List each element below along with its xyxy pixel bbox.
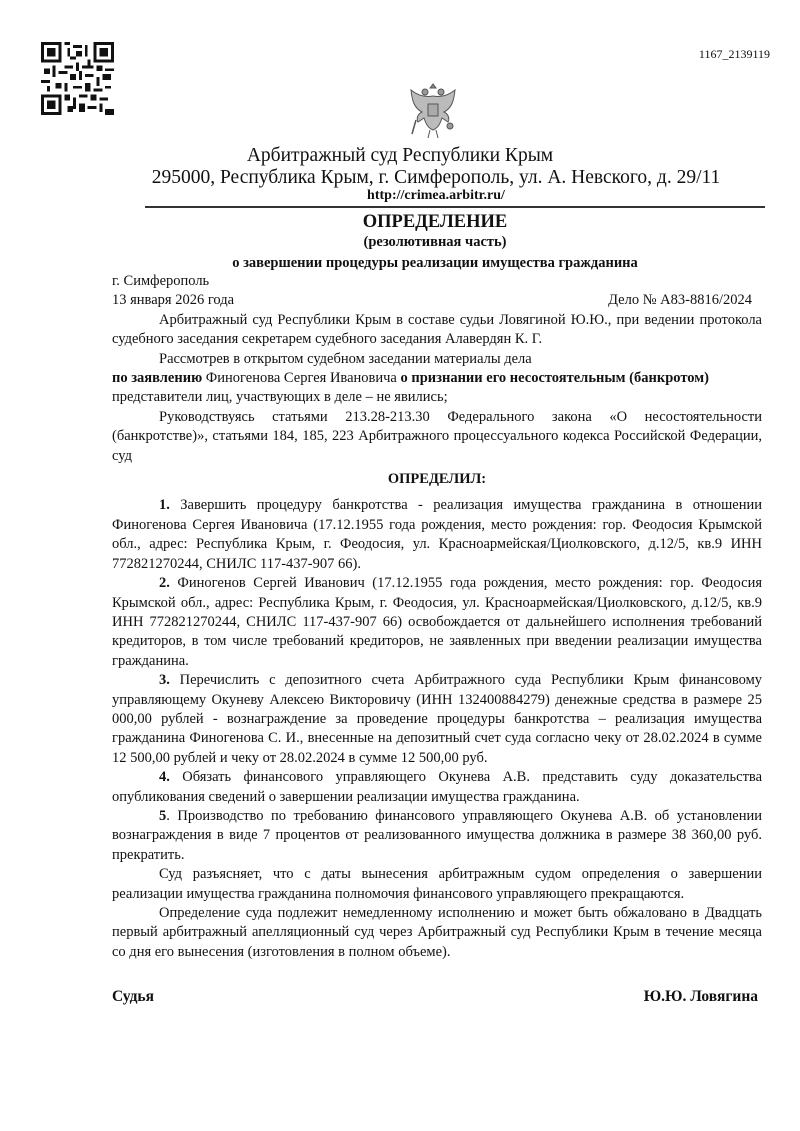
court-url-link[interactable]: http://crimea.arbitr.ru/	[367, 188, 505, 203]
document-subject: о завершении процедуры реализации имущества гражданина	[232, 255, 638, 271]
item-number: 3.	[159, 672, 170, 689]
ruling-item	[112, 574, 762, 671]
intro-bold-2: о признании его несостоятельным (банкротом)	[400, 370, 709, 387]
ruling-heading: ОПРЕДЕЛИЛ:	[387, 471, 487, 488]
item-text: . Производство по требованию финансового управляющего Окунева А.В. об установлении вознаграждения в виде 7 процентов от реализованного имущества должника в размере 38 360,00 руб. прекратить.	[112, 807, 762, 863]
document-title: ОПРЕДЕЛЕНИЕ	[362, 212, 508, 232]
ruling-item	[112, 496, 762, 574]
intro-text: Финогенова Сергея Ивановича	[202, 370, 401, 387]
court-address: 295000, Республика Крым, г. Симферополь, ул. А. Невского, д. 29/11	[151, 167, 721, 188]
date-case-row	[112, 291, 762, 310]
intro-paragraph-5: Руководствуясь статьями 213.28-213.30 Федерального закона «О несостоятельности (банкротстве)», статьями 184, 185, 223 Арбитражного процессуального кодекса Российской Федерации, суд	[112, 408, 762, 464]
signature-block	[112, 988, 758, 1006]
item-number: 5	[159, 807, 167, 824]
ruling-item	[112, 671, 762, 768]
decision-date: 13 января 2026 года	[112, 292, 235, 309]
city: г. Симферополь	[112, 273, 210, 289]
intro-paragraph-2: Рассмотрев в открытом судебном заседании материалы дела	[159, 350, 532, 367]
item-text: Обязать финансового управляющего Окунева А.В. представить суду доказательства опубликования сведений о завершении реализации имущества гражданина.	[112, 769, 762, 805]
intro-paragraph-1: Арбитражный суд Республики Крым в составе судьи Ловягиной Ю.Ю., при ведении протокола судебного заседания секретарем судебного заседания Алавердян К. Г.	[112, 311, 762, 348]
intro-bold-1: по заявлению	[112, 370, 203, 387]
signature-role: Судья	[112, 988, 155, 1005]
coat-of-arms-icon	[408, 80, 458, 142]
item-number: 1.	[159, 497, 170, 514]
signature-name: Ю.Ю. Ловягина	[643, 988, 758, 1005]
intro-paragraph-4: представители лиц, участвующих в деле – не явились;	[112, 389, 448, 406]
intro-paragraph-3	[112, 369, 762, 388]
ruling-item	[112, 768, 762, 807]
closing-paragraph-1: Суд разъясняет, что с даты вынесения арбитражным судом определения о завершении реализации имущества гражданина полномочия финансового управляющего прекращаются.	[112, 866, 762, 902]
closing-paragraph-2: Определение суда подлежит немедленному исполнению и может быть обжаловано в Двадцать первый арбитражный апелляционный суд через Арбитражный суд Республики Крым в течение месяца со дня его вынесения (изготовления в полном объеме).	[112, 905, 762, 960]
item-text: Финогенов Сергей Иванович (17.12.1955 года рождения, место рождения: гор. Феодосия Крымской обл., адрес: Республика Крым, г. Феодосия, ул. Красноармейская/Циолковского, д.12/5, кв.9 ИНН 772821270244, СНИЛС 117-437-907 66) освобождается от дальнейшего исполнения требований кредиторов, в том числе требований кредиторов, не заявленных при введении реализации имущества гражданина.	[112, 575, 762, 669]
ruling-item	[112, 807, 762, 865]
document-body	[112, 272, 762, 962]
item-number: 4.	[159, 769, 170, 786]
item-text: Перечислить с депозитного счета Арбитражного суда Республики Крым финансовому управляющему Окуневу Алексею Викторовичу (ИНН 132400884279) денежные средства в размере 25 000,00 рублей - вознаграждение за проведение процедуры банкротства – реализация имущества гражданина Финогенова С. И., внесенные на депозитный счет суда согласно чеку от 28.02.2024 в сумме 12 500,00 рублей и чеку от 28.02.2024 в сумме 12 500,00 руб.	[112, 672, 762, 766]
item-number: 2.	[159, 575, 170, 592]
court-name: Арбитражный суд Республики Крым	[246, 145, 554, 166]
item-text: Завершить процедуру банкротства - реализация имущества гражданина в отношении Финогенова Сергея Ивановича (17.12.1955 года рождения, место рождения: гор. Феодосия Крымской обл., адрес: Республика Крым, г. Феодосия, ул. Красноармейская/Циолковского, д.12/5, кв.9 ИНН 772821270244, СНИЛС 117-437-907 66).	[112, 497, 762, 572]
case-number: Дело № А83-8816/2024	[608, 292, 752, 309]
qr-code-icon	[41, 42, 114, 115]
document-id: 1167_2139119	[698, 47, 770, 61]
document-subtitle: (резолютивная часть)	[363, 234, 507, 250]
header-divider	[145, 206, 765, 208]
